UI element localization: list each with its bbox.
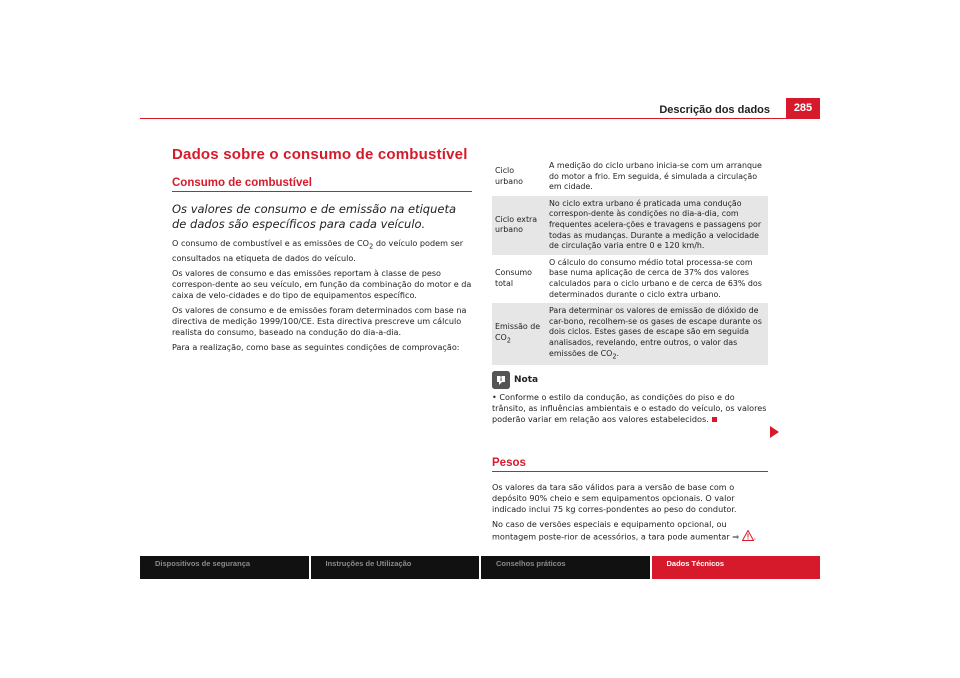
section-title-consumo: Consumo de combustível <box>172 177 472 192</box>
row-key: Ciclo extra urbano <box>492 196 546 255</box>
note-text: • Conforme o estilo da condução, as condições do piso e do trânsito, as influências ambientais e o estado do veículo, os valores poderão variar em relação aos valores estabelecidos. <box>492 391 767 424</box>
note-label: Nota <box>514 374 539 385</box>
footer-tab-seguranca[interactable]: Dispositivos de segurança <box>140 556 309 579</box>
paragraph-versoes: No caso de versões especiais e equipamento opcional, ou montagem poste-rior de acessórios, a tara pode aumentar ⇒ . <box>492 519 768 544</box>
footer-tab-conselhos[interactable]: Conselhos práticos <box>479 556 650 579</box>
page-number: 285 <box>786 98 820 118</box>
note-icon <box>492 371 510 389</box>
table-row <box>492 158 768 196</box>
reference-arrow-icon: ⇒ <box>732 531 740 542</box>
header-rule <box>140 118 820 119</box>
conditions-table <box>492 158 768 365</box>
footer-nav <box>140 556 820 579</box>
table-row <box>492 303 768 365</box>
warning-icon[interactable] <box>742 530 754 544</box>
paragraph-co2: O consumo de combustível e as emissões de $CO_2$ do veículo podem ser consultados na etiqueta de dados do veículo. <box>172 238 464 263</box>
row-value: O cálculo do consumo médio total processa-se com base numa aplicação de cerca de 37% dos valores calculados para o ciclo urbano e de cerca de 63% dos determinados durante o ciclo extra urbano. <box>549 257 762 299</box>
bullet-icon: • <box>492 391 497 402</box>
intro-text: Os valores de consumo e de emissão na etiqueta de dados são específicos para cada veículo. <box>172 202 457 231</box>
table-row <box>492 196 768 255</box>
section-title-pesos: Pesos <box>492 457 768 472</box>
row-key: Ciclo urbano <box>495 166 523 186</box>
paragraph-directiva: Os valores de consumo e de emissões foram determinados com base na directiva de medição 1999/100/CE. Esta directiva prescreve um cálculo realista do consumo, baseado na condução do dia-a-dia. <box>172 304 467 337</box>
running-header: Descrição dos dados <box>659 104 770 116</box>
paragraph-classes: Os valores de consumo e das emissões reportam à classe de peso correspon-dente ao seu veículo, em função da combinação do motor e da caixa de velo-cidades e do tipo de equipamentos específico. <box>172 267 472 300</box>
main-title: Dados sobre o consumo de combustível <box>172 146 468 163</box>
next-page-arrow-icon[interactable] <box>770 426 779 438</box>
row-value: A medição do ciclo urbano inicia-se com um arranque do motor a frio. Em seguida, é simulada a circulação em cidade. <box>549 161 762 192</box>
row-key: Emissão de $CO_2$ <box>492 303 546 365</box>
table-row <box>492 255 768 303</box>
row-value: No ciclo extra urbano é praticada uma condução correspon-dente às condições no dia-a-dia, com frequentes acelera-ções e travagens e passagens por todas as mudanças. Durante a medição a velocidade de circulação varia entre 0 e 120 km/h. <box>546 196 768 255</box>
left-column <box>172 146 472 357</box>
note-box <box>492 371 768 425</box>
paragraph-tara: Os valores da tara são válidos para a versão de base com o depósito 90% cheio e sem equipamentos opcionais. O valor indicado inclui 75 kg corres-pondentes ao peso do condutor. <box>492 481 737 514</box>
svg-text:i: i <box>499 375 503 383</box>
section-end-icon <box>712 417 717 422</box>
right-column <box>492 158 768 548</box>
footer-tab-dados-tecnicos[interactable]: Dados Técnicos <box>650 556 821 579</box>
row-key: Consumo total <box>495 268 532 288</box>
footer-tab-instrucoes[interactable]: Instruções de Utilização <box>309 556 480 579</box>
paragraph-condicoes: Para a realização, como base as seguintes condições de comprovação: <box>172 341 460 352</box>
row-value: Para determinar os valores de emissão de dióxido de car-bono, recolhem-se os gases de escape durante os dois ciclos. Estes gases de escape são em seguida analisados, revelando, entre outros, o valor das emissões de $CO_2$. <box>546 303 768 365</box>
